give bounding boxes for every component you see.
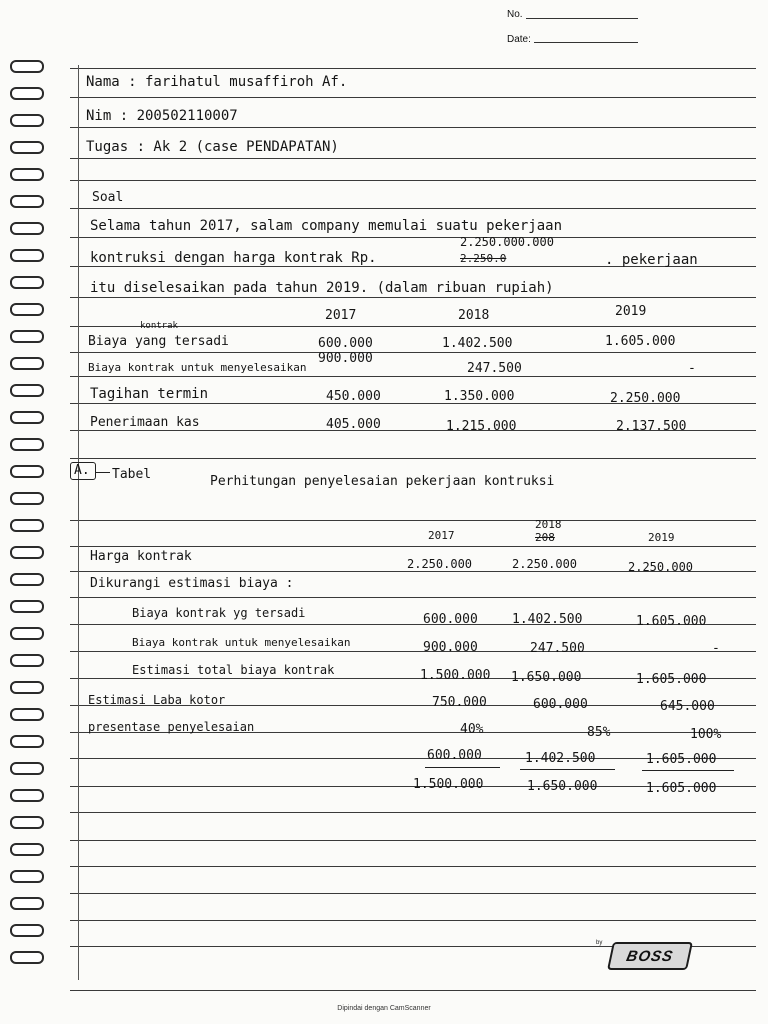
ruled-line — [70, 352, 756, 353]
calc-denominator: 1.605.000 — [646, 781, 717, 796]
a-cell: 645.000 — [660, 699, 715, 714]
binding-ring — [10, 573, 44, 586]
scanner-footer: Dipindai dengan CamScanner — [337, 1005, 431, 1012]
ruled-line — [70, 376, 756, 377]
ruled-line — [70, 158, 756, 159]
given-cell: 450.000 — [326, 389, 381, 404]
given-cell: 1.215.000 — [446, 419, 517, 434]
given-row-label: Tagihan termin — [90, 386, 209, 402]
a-cell: 600.000 — [533, 697, 588, 712]
dikurangi-label: Dikurangi estimasi biaya : — [90, 576, 294, 591]
a-year-2018: 2018 — [535, 518, 562, 531]
assignment-title: Tugas : Ak 2 (case PENDAPATAN) — [86, 139, 339, 155]
boss-logo — [607, 942, 693, 970]
binding-ring — [10, 330, 44, 343]
binding-ring — [10, 357, 44, 370]
given-cell: 247.500 — [467, 361, 522, 376]
ruled-line — [70, 458, 756, 459]
student-name: Nama : farihatul musaffiroh Af. — [86, 74, 348, 90]
given-cell: 1.350.000 — [444, 389, 515, 404]
given-cell: 405.000 — [326, 417, 381, 432]
binding-ring — [10, 168, 44, 181]
fraction-bar — [520, 769, 615, 770]
given-cell: 1.605.000 — [605, 334, 676, 349]
ruled-line — [70, 68, 756, 69]
a-cell: 1.605.000 — [636, 672, 707, 687]
calc-numerator: 1.402.500 — [525, 751, 596, 766]
ruled-line — [70, 180, 756, 181]
binding-ring — [10, 303, 44, 316]
a-cell: 750.000 — [432, 695, 487, 710]
calc-numerator: 600.000 — [427, 748, 482, 763]
a-sub-row-label: Estimasi total biaya kontrak — [132, 663, 335, 677]
binding-ring — [10, 384, 44, 397]
a-cell: 600.000 — [423, 612, 478, 627]
fraction-bar — [642, 770, 734, 771]
given-cell: 2.250.000 — [610, 391, 681, 406]
calc-numerator: 1.605.000 — [646, 752, 717, 767]
given-year-2019: 2019 — [615, 304, 647, 319]
ruled-line — [70, 208, 756, 209]
logo-prefix: by — [596, 940, 603, 946]
binding-ring — [10, 897, 44, 910]
given-year-2017: 2017 — [325, 308, 357, 323]
a-cell: 100% — [690, 727, 722, 742]
harga-kontrak-label: Harga kontrak — [90, 549, 192, 564]
binding-ring — [10, 654, 44, 667]
ruled-line — [70, 651, 756, 652]
a-cell: 900.000 — [423, 640, 478, 655]
a-cell: - — [712, 641, 720, 656]
a-cell: 2.250.000 — [628, 560, 694, 574]
calc-denominator: 1.650.000 — [527, 779, 598, 794]
binding-ring — [10, 708, 44, 721]
spiral-binding — [4, 60, 52, 980]
fraction-bar — [425, 767, 500, 768]
a-cell: 2.250.000 — [407, 557, 473, 571]
section-a-title: Perhitungan penyelesaian pekerjaan kontruksi — [210, 474, 555, 489]
problem-line-2-end: . pekerjaan — [605, 252, 698, 268]
problem-line-2: kontruksi dengan harga kontrak Rp. — [90, 250, 377, 266]
binding-ring — [10, 870, 44, 883]
a-year-2017: 2017 — [428, 529, 455, 542]
binding-ring — [10, 762, 44, 775]
binding-ring — [10, 222, 44, 235]
given-row-label: Penerimaan kas — [90, 415, 200, 430]
section-a-marker: A. — [74, 463, 90, 478]
binding-ring — [10, 546, 44, 559]
given-row-label: Biaya kontrak untuk menyelesaikan — [88, 361, 307, 374]
date-line — [534, 42, 638, 43]
binding-ring — [10, 600, 44, 613]
binding-ring — [10, 816, 44, 829]
binding-ring — [10, 438, 44, 451]
binding-ring — [10, 114, 44, 127]
ruled-line — [70, 840, 756, 841]
date-label: Date: — [507, 34, 531, 45]
a-year-2018-struck: 208 — [535, 531, 555, 544]
binding-ring — [10, 492, 44, 505]
ruled-line — [70, 97, 756, 98]
ruled-line — [70, 297, 756, 298]
a-cell: 1.605.000 — [636, 614, 707, 629]
binding-ring — [10, 87, 44, 100]
binding-ring — [10, 951, 44, 964]
student-nim: Nim : 200502110007 — [86, 108, 238, 124]
ruled-line — [70, 127, 756, 128]
a-cell: 40% — [460, 722, 484, 737]
given-cell: 900.000 — [318, 351, 373, 366]
given-year-2018: 2018 — [458, 308, 490, 323]
binding-ring — [10, 195, 44, 208]
row-note-kontrak: kontrak — [140, 321, 178, 331]
calc-denominator: 1.500.000 — [413, 777, 484, 792]
binding-ring — [10, 789, 44, 802]
ruled-line — [70, 520, 756, 521]
binding-ring — [10, 249, 44, 262]
ruled-line — [70, 812, 756, 813]
logo-text: BOSS — [624, 947, 676, 965]
given-cell: 2.137.500 — [616, 419, 687, 434]
binding-ring — [10, 60, 44, 73]
a-sub-row-label: Biaya kontrak untuk menyelesaikan — [132, 636, 351, 649]
binding-ring — [10, 519, 44, 532]
ruled-line — [70, 866, 756, 867]
given-cell: - — [688, 361, 696, 376]
binding-ring — [10, 411, 44, 424]
struck-price: 2.250.0 — [460, 252, 507, 265]
binding-ring — [10, 627, 44, 640]
given-cell: 1.402.500 — [442, 336, 513, 351]
margin-line — [78, 65, 79, 980]
no-line — [526, 18, 638, 19]
problem-line-1: Selama tahun 2017, salam company memulai suatu pekerjaan — [90, 218, 563, 234]
ruled-line — [70, 920, 756, 921]
binding-ring — [10, 141, 44, 154]
binding-ring — [10, 735, 44, 748]
a-cell: 1.500.000 — [420, 668, 491, 683]
ruled-line — [70, 597, 756, 598]
binding-ring — [10, 681, 44, 694]
a-sub-row-label: Biaya kontrak yg tersadi — [132, 606, 306, 620]
problem-label: Soal — [92, 190, 124, 205]
no-label: No. — [507, 9, 523, 20]
ruled-line — [70, 546, 756, 547]
presentase-label: presentase penyelesaian — [88, 720, 255, 734]
contract-price: 2.250.000.000 — [460, 235, 554, 249]
a-cell: 85% — [587, 725, 611, 740]
ruled-line — [70, 237, 756, 238]
binding-ring — [10, 276, 44, 289]
section-a-label: Tabel — [112, 467, 152, 482]
ruled-line — [70, 990, 756, 991]
a-cell: 2.250.000 — [512, 557, 578, 571]
given-cell: 600.000 — [318, 336, 373, 351]
a-cell: 247.500 — [530, 641, 585, 656]
binding-ring — [10, 465, 44, 478]
problem-line-3: itu diselesaikan pada tahun 2019. (dalam ribuan rupiah) — [90, 280, 554, 296]
binding-ring — [10, 924, 44, 937]
ruled-line — [70, 893, 756, 894]
a-cell: 1.650.000 — [511, 670, 582, 685]
arrow-icon — [96, 472, 110, 473]
binding-ring — [10, 843, 44, 856]
laba-kotor-label: Estimasi Laba kotor — [88, 693, 226, 707]
a-cell: 1.402.500 — [512, 612, 583, 627]
a-year-2019: 2019 — [648, 531, 675, 544]
given-row-label: Biaya yang tersadi — [88, 334, 229, 349]
